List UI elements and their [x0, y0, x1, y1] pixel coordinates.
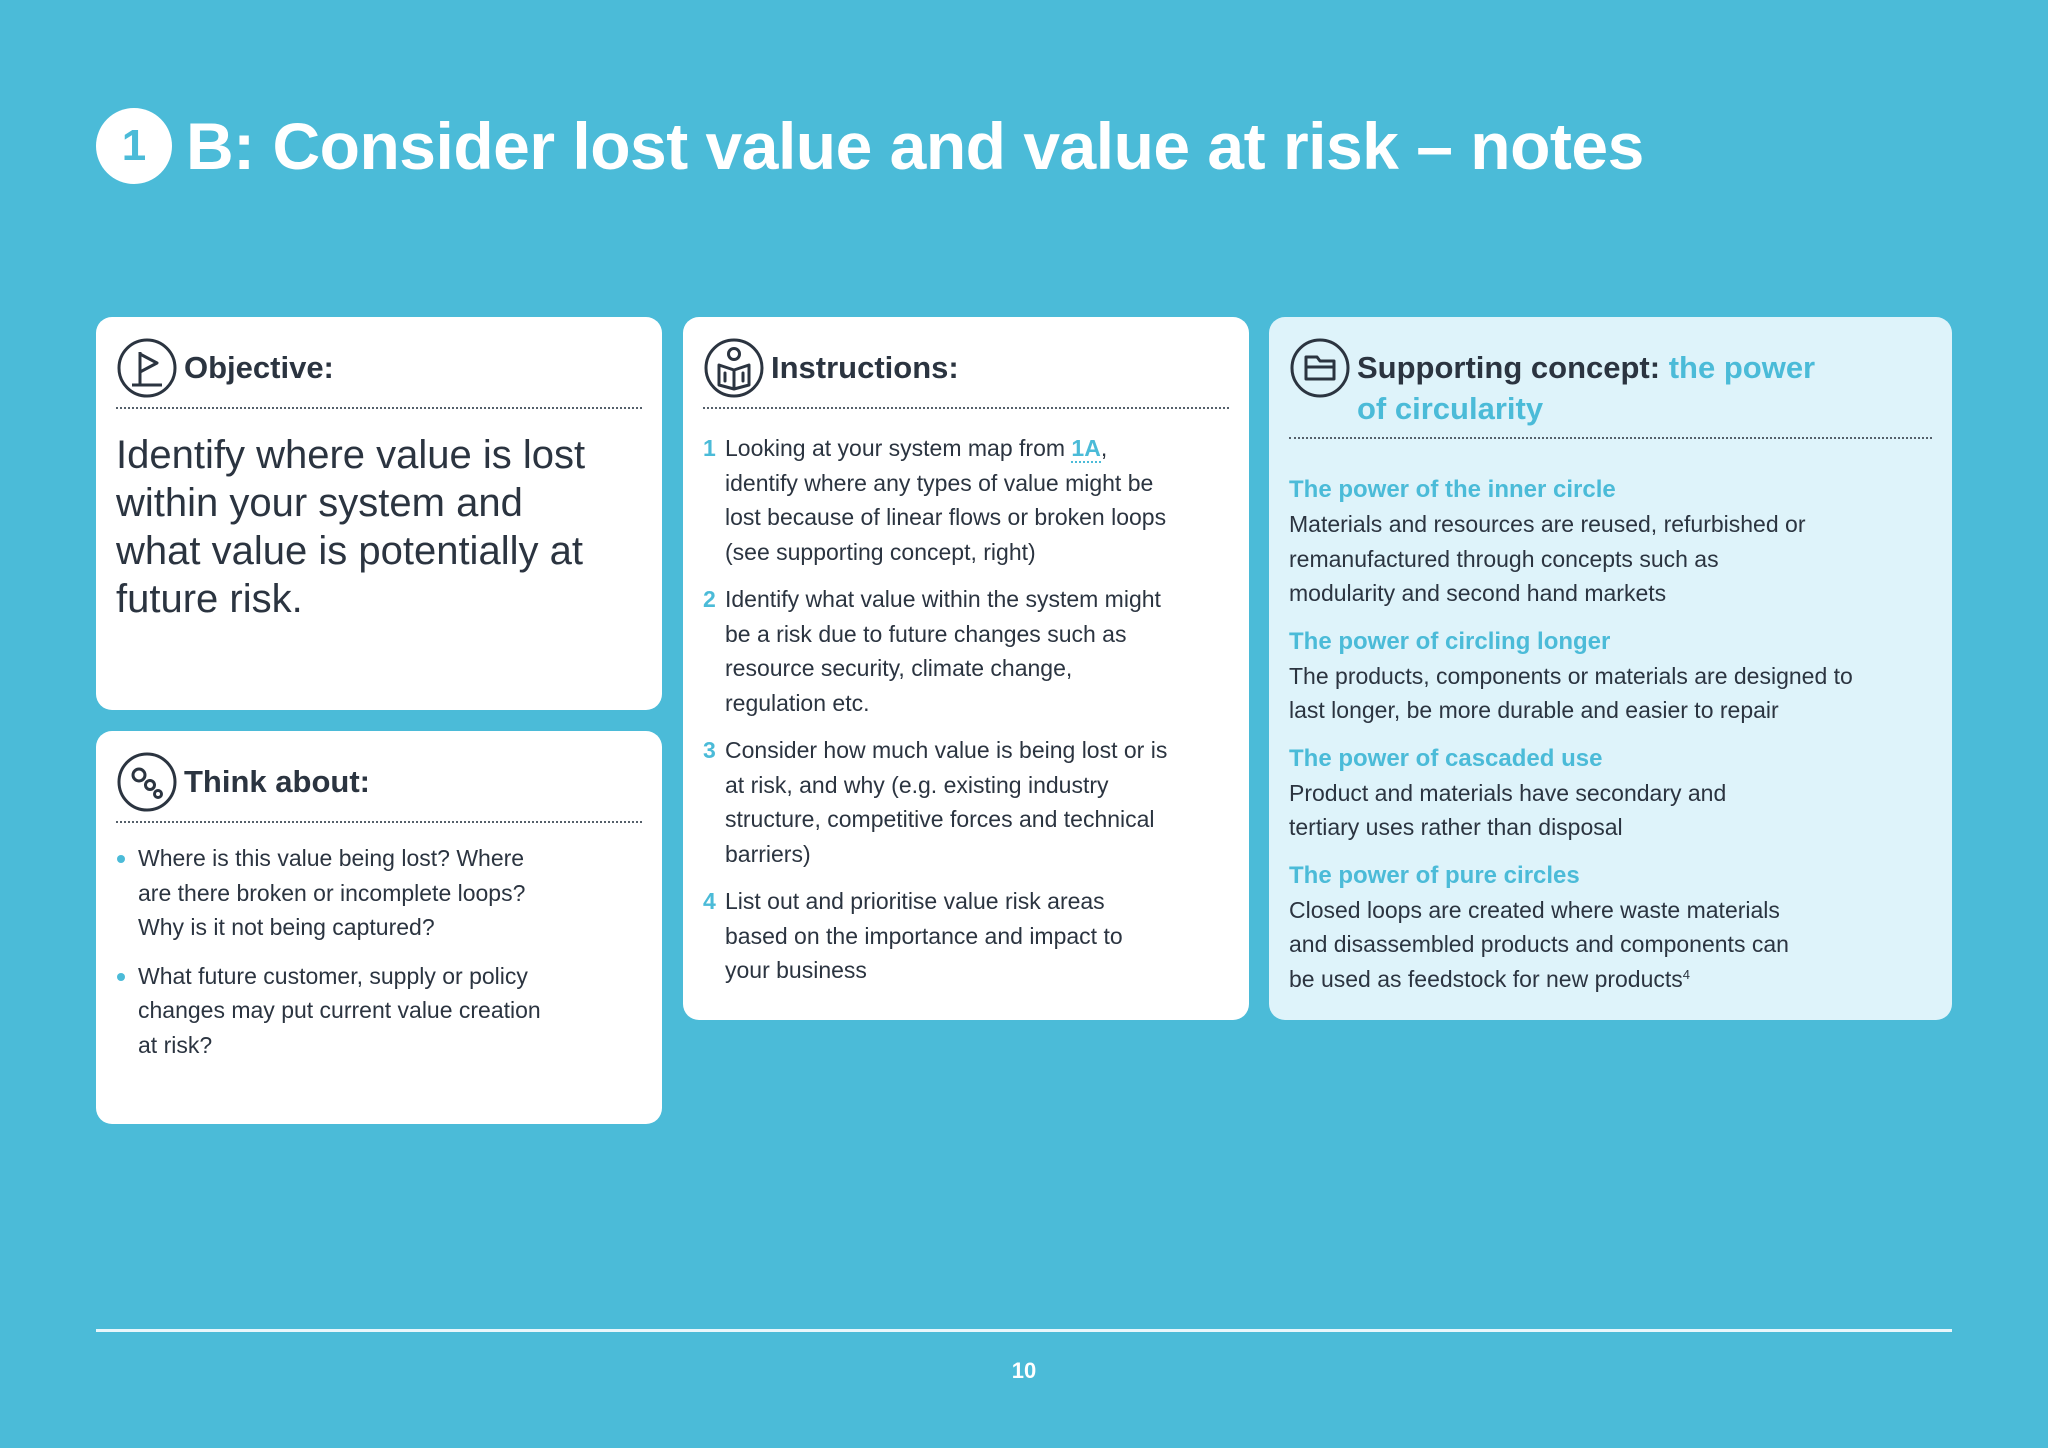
- concept-item: [1289, 473, 1932, 611]
- step-number: 1: [703, 435, 716, 461]
- objective-header: [116, 337, 642, 409]
- concept-text: Materials and resources are reused, refurbished or remanufactured through concepts such as modularity and second hand markets: [1289, 511, 1806, 606]
- objective-heading: Objective:: [184, 350, 334, 385]
- page-header: [96, 108, 1644, 184]
- concept-text: The products, components or materials are designed to last longer, be more durable and easier to repair: [1289, 662, 1853, 723]
- step-number: 3: [703, 737, 716, 763]
- concept-title: The power of the inner circle: [1289, 476, 1616, 503]
- step-number: 2: [703, 586, 716, 612]
- instructions-heading: Instructions:: [771, 350, 959, 385]
- concept-text: Product and materials have secondary and tertiary uses rather than disposal: [1289, 779, 1727, 840]
- concept-title: The power of circling longer: [1289, 627, 1611, 655]
- folder-icon: [1289, 337, 1351, 399]
- concept-title: The power of pure circles: [1289, 861, 1580, 889]
- concept-text-body: Closed loops are created where waste materials and disassembled products and components can be used as feedstock for new products: [1289, 896, 1789, 992]
- step-text: Identify what value within the system might be a risk due to future changes such as resource security, climate change, regulation etc.: [725, 586, 1161, 716]
- flag-icon: [116, 337, 178, 399]
- list-item: [703, 733, 1173, 871]
- list-item: Where is this value being lost? Where are there broken or incomplete loops? Why is it not being captured?: [116, 841, 546, 945]
- list-item: [703, 582, 1173, 720]
- step-text: Looking at your system map from: [725, 435, 1072, 461]
- step-number: 4: [703, 888, 716, 914]
- concept-item: [1289, 859, 1932, 997]
- supporting-concept-card: [1269, 317, 1952, 1020]
- step-text: Consider how much value is being lost or is at risk, and why (e.g. existing industry structure, competitive forces and technical barriers): [725, 737, 1168, 867]
- page-number: 10: [1011, 1358, 1037, 1383]
- list-item: What future customer, supply or policy changes may put current value creation at risk?: [116, 959, 546, 1063]
- system-map-link[interactable]: 1A: [1071, 435, 1101, 461]
- footnote-marker[interactable]: 4: [1682, 966, 1691, 982]
- concept-item: [1289, 625, 1932, 728]
- list-item: [703, 431, 1173, 569]
- concept-text: [1289, 893, 1789, 997]
- bubbles-icon: [116, 751, 178, 813]
- list-item: [703, 884, 1173, 988]
- step-text: , identify where any types of value might be lost because of linear flows or broken loops (see supporting concept, right): [725, 435, 1167, 565]
- objective-card: [96, 317, 662, 710]
- page-title: B: Consider lost value and value at risk – notes: [186, 109, 1644, 183]
- heading-accent: of circularity: [1357, 391, 1544, 426]
- instructions-header: [703, 337, 1229, 409]
- supporting-concept-heading: [1357, 337, 1815, 429]
- heading-label: Supporting concept:: [1357, 350, 1661, 385]
- concept-list: [1289, 473, 1932, 1010]
- concept-title: The power of cascaded use: [1289, 744, 1603, 772]
- concept-item: [1289, 742, 1932, 845]
- heading-accent: the power: [1668, 350, 1816, 385]
- think-about-list: [116, 841, 546, 1076]
- instructions-list: [703, 431, 1173, 1001]
- objective-text: Identify where value is lost within your system and what value is potentially at future risk.: [116, 433, 586, 621]
- step-text: List out and prioritise value risk areas based on the importance and impact to your business: [725, 888, 1123, 983]
- instructions-card: [683, 317, 1249, 1020]
- think-about-heading: Think about:: [184, 764, 370, 799]
- footer-divider: [96, 1329, 1952, 1332]
- think-about-header: [116, 751, 642, 823]
- step-number-badge: 1: [96, 108, 172, 184]
- think-about-card: [96, 731, 662, 1124]
- reader-icon: [703, 337, 765, 399]
- supporting-concept-header: [1289, 337, 1932, 439]
